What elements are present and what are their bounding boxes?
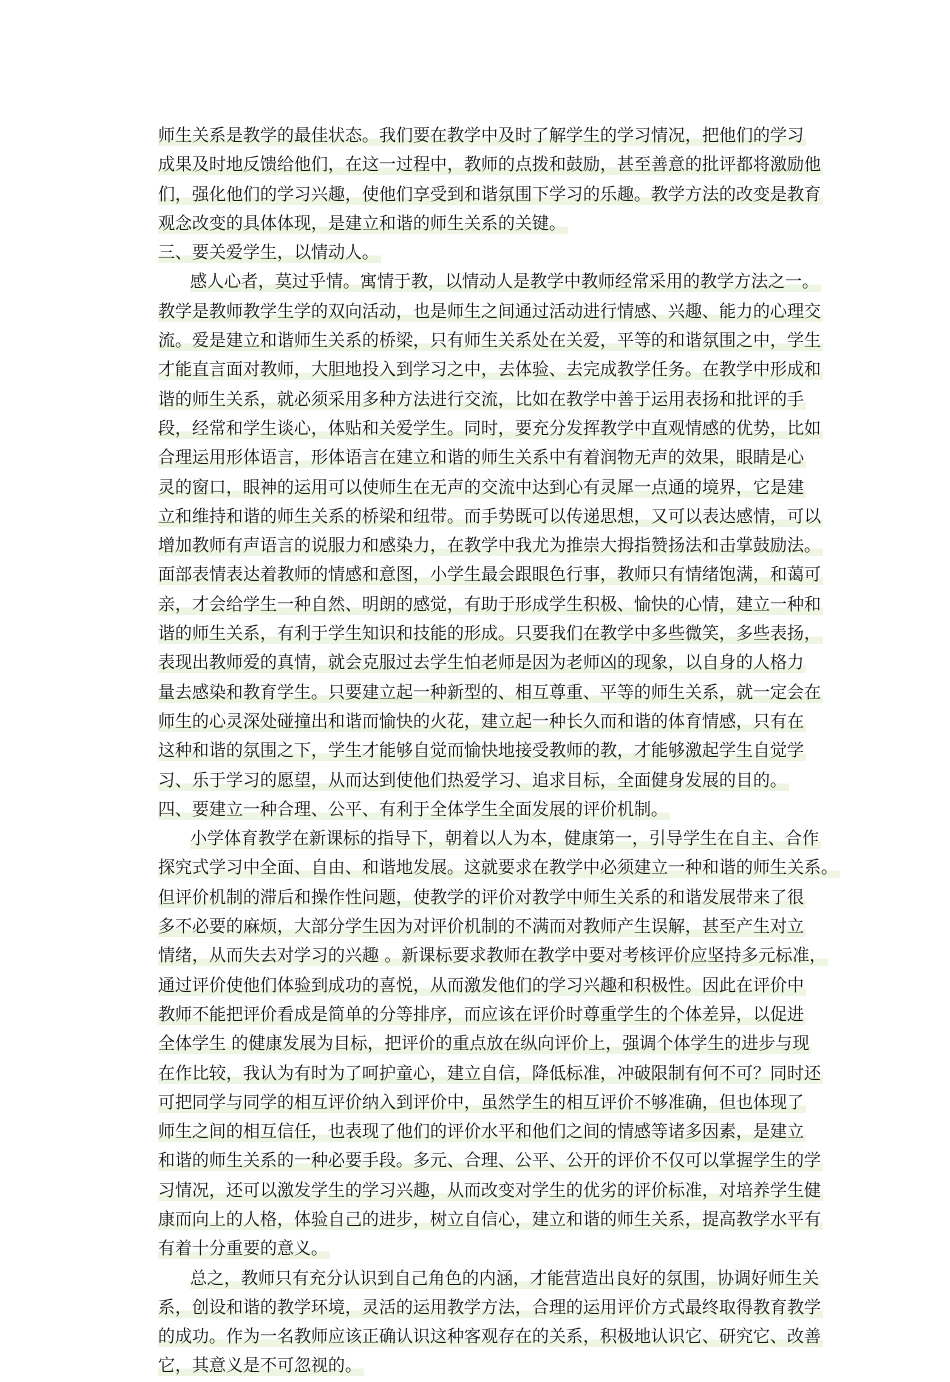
text-line — [158, 356, 821, 385]
text-line — [158, 532, 821, 561]
text-line — [158, 884, 812, 913]
line-text: 段，经常和学生谈心，体贴和关爱学生。同时，要充分发挥教学中直观情感的优势，比如 — [158, 418, 821, 439]
text-line — [158, 122, 812, 151]
text-line — [158, 679, 821, 708]
line-text: 但评价机制的滞后和操作性问题，使教学的评价对教学中师生关系的和谐发展带来了很 — [158, 887, 804, 908]
line-text: 可把同学与同学的相互评价纳入到评价中，虽然学生的相互评价不够准确，但也体现了 — [158, 1092, 804, 1113]
line-text: 教学是教师教学生学的双向活动，也是师生之间通过活动进行情感、兴趣、能力的心理交 — [158, 301, 821, 322]
text-line — [158, 854, 838, 883]
text-line — [158, 561, 821, 590]
line-text: 通过评价使他们体验到成功的喜悦，从而激发他们的学习兴趣和积极性。因此在评价中 — [158, 975, 804, 996]
text-line — [158, 591, 821, 620]
line-text: 情绪，从而失去对学习的兴趣 。新课标要求教师在教学中要对考核评价应坚持多元标准， — [158, 946, 827, 967]
text-line — [158, 737, 812, 766]
line-text: 康而向上的人格，体验自己的进步，树立自信心，建立和谐的师生关系，提高教学水平有 — [158, 1209, 821, 1230]
text-line — [158, 1060, 821, 1089]
text-line — [158, 210, 812, 239]
text-line — [158, 620, 821, 649]
line-text: 习、乐于学习的愿望，从而达到使他们热爱学习、追求目标，全面健身发展的目的。 — [158, 770, 787, 791]
text-line — [158, 151, 821, 180]
text-line — [158, 327, 821, 356]
text-line — [158, 1206, 821, 1235]
paragraph-first-line — [158, 1265, 819, 1294]
line-text: 习情况，还可以激发学生的学习兴趣，从而改变对学生的优劣的评价标准，对培养学生健 — [158, 1180, 821, 1201]
line-text: 表现出教师爱的真情，就会克服过去学生怕老师是因为老师凶的现象，以自身的人格力 — [158, 653, 804, 674]
line-text: 探究式学习中全面、自由、和谐地发展。这就要求在教学中必须建立一种和谐的师生关系。 — [158, 858, 838, 879]
line-text: 面部表情表达着教师的情感和意图，小学生最会跟眼色行事，教师只有情绪饱满，和蔼可 — [158, 565, 821, 586]
document-body — [158, 122, 838, 1382]
line-text: 才能直言面对教师，大胆地投入到学习之中，去体验、去完成教学任务。在教学中形成和 — [158, 360, 821, 381]
text-line — [158, 474, 812, 503]
text-line — [158, 649, 812, 678]
text-line — [158, 1294, 821, 1323]
paragraph-first-line — [158, 268, 819, 297]
line-text: 和谐的师生关系的一种必要手段。多元、合理、公平、公开的评价不仅可以掌握学生的学 — [158, 1151, 821, 1172]
line-text: 立和维持和谐的师生关系的桥梁和纽带。而手势既可以传递思想，又可以表达感情，可以 — [158, 506, 821, 527]
line-text: 在作比较，我认为有时为了呵护童心，建立自信，降低标准，冲破限制有何不可？同时还 — [158, 1063, 821, 1084]
text-line — [158, 1147, 821, 1176]
text-line — [158, 1118, 812, 1147]
line-text: 多不必要的麻烦，大部分学生因为对评价机制的不满而对教师产生误解，甚至产生对立 — [158, 917, 804, 938]
line-text: 全体学生 的健康发展为目标，把评价的重点放在纵向评价上，强调个体学生的进步与现 — [158, 1034, 810, 1055]
line-text: 成果及时地反馈给他们，在这一过程中，教师的点拨和鼓励，甚至善意的批评都将激励他 — [158, 155, 821, 176]
line-text: 增加教师有声语言的说服力和感染力，在教学中我尤为推崇大拇指赞扬法和击掌鼓励法。 — [158, 536, 821, 557]
line-text: 师生之间的相互信任，也表现了他们的评价水平和他们之间的情感等诸多因素，是建立 — [158, 1122, 804, 1143]
text-line — [158, 1030, 812, 1059]
text-line — [158, 1177, 821, 1206]
text-line — [158, 298, 821, 327]
line-text: 有着十分重要的意义。 — [158, 1239, 328, 1260]
line-text: 们，强化他们的学习兴趣，使他们享受到和谐氛围下学习的乐趣。教学方法的改变是教育 — [158, 184, 821, 205]
text-line — [158, 1001, 812, 1030]
text-line — [158, 708, 812, 737]
line-text: 量去感染和教育学生。只要建立起一种新型的、相互尊重、平等的师生关系，就一定会在 — [158, 682, 821, 703]
line-text: 感人心者，莫过乎情。寓情于教，以情动人是教学中教师经常采用的教学方法之一。 — [190, 272, 819, 293]
text-line — [158, 181, 821, 210]
line-text: 亲，才会给学生一种自然、明朗的感觉，有助于形成学生积极、愉快的心情，建立一种和 — [158, 594, 821, 615]
line-text: 的成功。作为一名教师应该正确认识这种客观存在的关系，积极地认识它、研究它、改善 — [158, 1327, 821, 1348]
line-text: 四、要建立一种合理、公平、有利于全体学生全面发展的评价机制。 — [158, 799, 668, 820]
line-text: 谐的师生关系，有利于学生知识和技能的形成。只要我们在教学中多些微笑，多些表扬， — [158, 624, 821, 645]
line-text: 师生的心灵深处碰撞出和谐而愉快的火花，建立起一种长久而和谐的体育情感，只有在 — [158, 711, 804, 732]
line-text: 系，创设和谐的教学环境，灵活的运用教学方法，合理的运用评价方式最终取得教育教学 — [158, 1297, 821, 1318]
line-text: 教师不能把评价看成是简单的分等排序，而应该在评价时尊重学生的个体差异，以促进 — [158, 1004, 804, 1025]
line-text: 三、要关爱学生，以情动人。 — [158, 243, 379, 264]
text-line — [158, 1352, 812, 1381]
text-line — [158, 767, 812, 796]
line-text: 观念改变的具体体现，是建立和谐的师生关系的关键。 — [158, 213, 566, 234]
line-text: 流。爱是建立和谐师生关系的桥梁，只有师生关系处在关爱，平等的和谐氛围之中，学生 — [158, 331, 821, 352]
line-text: 谐的师生关系，就必须采用多种方法进行交流，比如在教学中善于运用表扬和批评的手 — [158, 389, 804, 410]
section-heading — [158, 796, 812, 825]
text-line — [158, 942, 827, 971]
line-text: 它，其意义是不可忽视的。 — [158, 1356, 362, 1377]
text-line — [158, 415, 821, 444]
line-text: 合理运用形体语言，形体语言在建立和谐的师生关系中有着润物无声的效果，眼睛是心 — [158, 448, 804, 469]
line-text: 师生关系是教学的最佳状态。我们要在教学中及时了解学生的学习情况，把他们的学习 — [158, 126, 804, 146]
text-line — [158, 972, 812, 1001]
text-line — [158, 444, 812, 473]
text-line — [158, 913, 812, 942]
paragraph-first-line — [158, 825, 819, 854]
line-text: 总之，教师只有充分认识到自己角色的内涵，才能营造出良好的氛围，协调好师生关 — [190, 1268, 819, 1289]
text-line — [158, 1089, 812, 1118]
section-heading — [158, 239, 812, 268]
line-text: 小学体育教学在新课标的指导下，朝着以人为本，健康第一，引导学生在自主、合作 — [190, 829, 819, 850]
line-text: 灵的窗口，眼神的运用可以使师生在无声的交流中达到心有灵犀一点通的境界，它是建 — [158, 477, 804, 498]
text-line — [158, 503, 821, 532]
text-line — [158, 1235, 812, 1264]
text-line — [158, 386, 812, 415]
text-line — [158, 1323, 821, 1352]
line-text: 这种和谐的氛围之下，学生才能够自觉而愉快地接受教师的教，才能够激起学生自觉学 — [158, 741, 804, 762]
